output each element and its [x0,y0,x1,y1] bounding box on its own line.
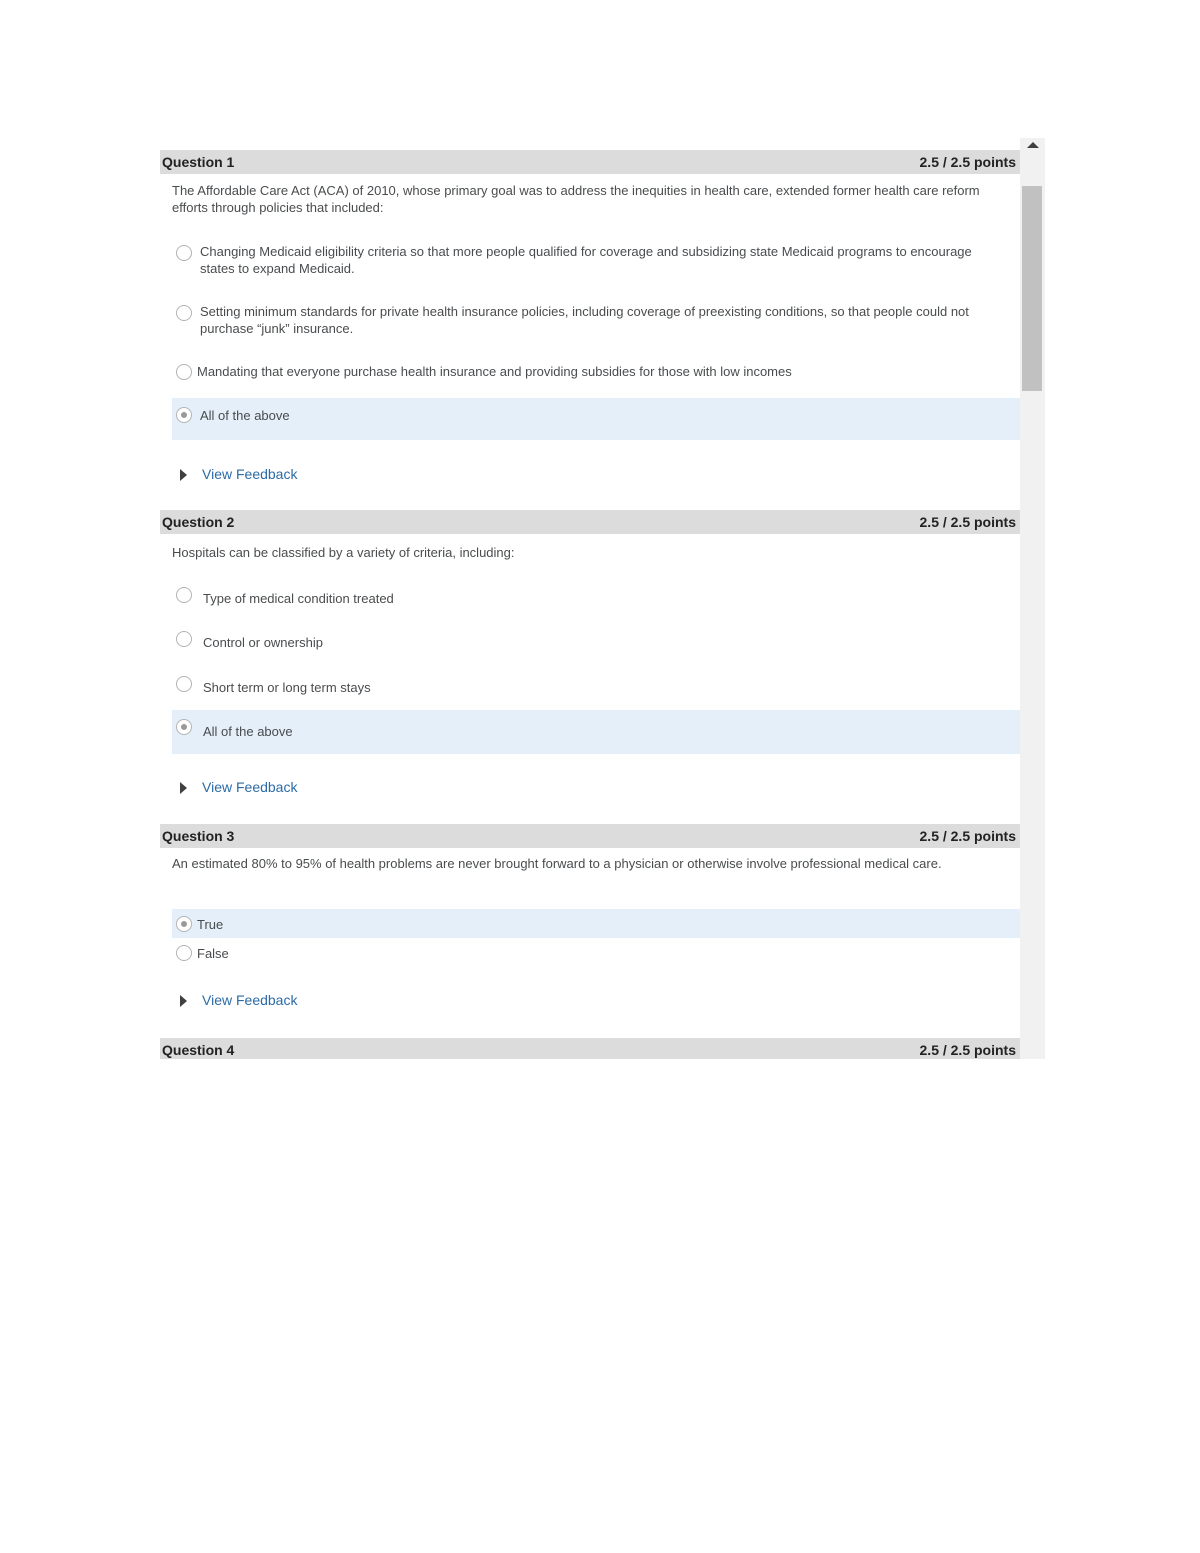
answer-option-label: Short term or long term stays [203,680,371,695]
question-text: Hospitals can be classified by a variety of criteria, including: [172,545,515,560]
question-title: Question 1 [162,154,235,170]
question-points: 2.5 / 2.5 points [919,514,1016,530]
view-feedback-label: View Feedback [202,779,298,795]
question-title: Question 2 [162,514,235,530]
radio-button-checked[interactable] [176,407,192,423]
radio-button[interactable] [176,245,192,261]
question-header [160,824,1020,848]
view-feedback-label: View Feedback [202,466,298,482]
question-title: Question 4 [162,1042,235,1058]
radio-button[interactable] [176,945,192,961]
answer-option-selected[interactable] [172,398,1020,440]
radio-button-checked[interactable] [176,719,192,735]
answer-option[interactable] [172,238,1020,278]
question-points: 2.5 / 2.5 points [919,828,1016,844]
radio-button[interactable] [176,364,192,380]
question-title: Question 3 [162,828,235,844]
question-text: An estimated 80% to 95% of health problems are never brought forward to a physician or otherwise involve professional medical care. [172,856,942,871]
quiz-results-panel [160,138,1045,1059]
answer-option[interactable] [172,360,1020,384]
answer-option[interactable] [172,673,1020,701]
radio-button[interactable] [176,305,192,321]
vertical-scrollbar[interactable] [1020,138,1045,1059]
radio-button[interactable] [176,587,192,603]
answer-option-label: All of the above [200,408,290,423]
question-header [160,150,1020,174]
answer-option-label: Setting minimum standards for private health insurance policies, including coverage of preexisting conditions, so that people could not purchase “junk” insurance. [200,304,969,336]
answer-option[interactable] [172,628,1020,656]
answer-option-selected[interactable] [172,909,1020,938]
radio-button-checked[interactable] [176,916,192,932]
answer-option-label: False [197,946,229,961]
answer-option-label: Changing Medicaid eligibility criteria so that more people qualified for coverage and subsidizing state Medicaid programs to encourage states to expand Medicaid. [200,244,972,276]
caret-right-icon [180,469,187,481]
answer-option[interactable] [172,584,1020,612]
radio-button[interactable] [176,676,192,692]
caret-right-icon [180,995,187,1007]
answer-option-label: Control or ownership [203,635,323,650]
answer-option-label: Mandating that everyone purchase health insurance and providing subsidies for those with low incomes [197,364,792,379]
question-points: 2.5 / 2.5 points [919,154,1016,170]
answer-option-label: True [197,917,224,932]
scrollbar-thumb[interactable] [1022,186,1042,391]
answer-option-label: Type of medical condition treated [203,591,394,606]
caret-right-icon [180,782,187,794]
radio-button[interactable] [176,631,192,647]
answer-option[interactable] [172,300,1020,340]
question-header [160,510,1020,534]
question-text: The Affordable Care Act (ACA) of 2010, whose primary goal was to address the inequities in health care, extended former health care reform efforts through policies that included: [172,183,980,215]
view-feedback-label: View Feedback [202,992,298,1008]
scroll-up-arrow-icon[interactable] [1020,138,1045,152]
answer-option[interactable] [172,942,1020,966]
answer-option-label: All of the above [203,724,293,739]
question-points: 2.5 / 2.5 points [919,1042,1016,1058]
answer-option-selected[interactable] [172,710,1020,754]
question-header [160,1038,1020,1059]
